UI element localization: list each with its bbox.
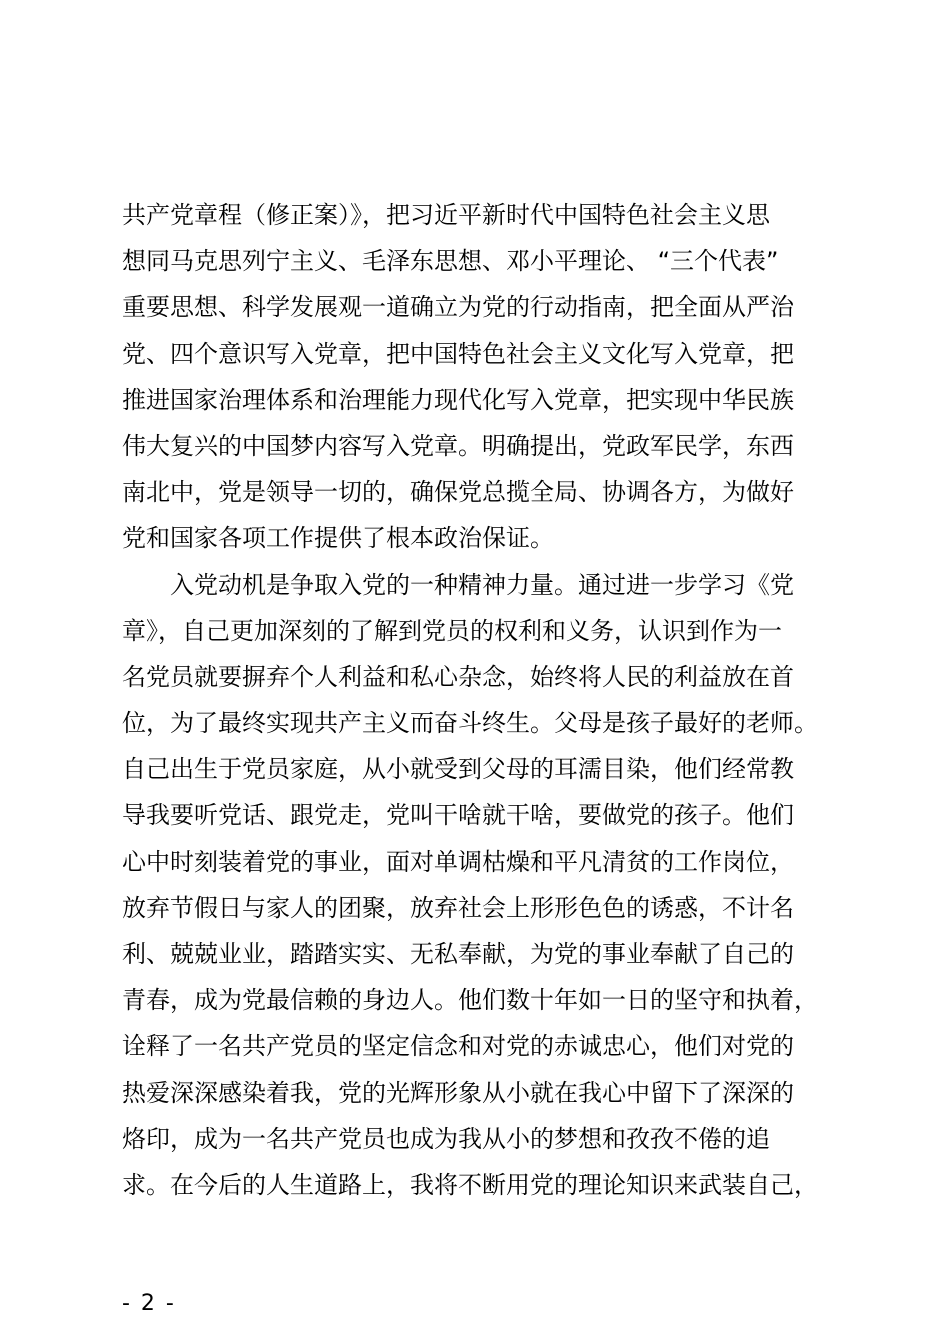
text-line: 自己出生于党员家庭，从小就受到父母的耳濡目染，他们经常教 xyxy=(122,755,794,784)
text-line: 名党员就要摒弃个人利益和私心杂念，始终将人民的利益放在首 xyxy=(122,662,794,691)
text-line: 导我要听党话、跟党走，党叫干啥就干啥，要做党的孩子。他们 xyxy=(122,801,794,830)
body-text xyxy=(122,192,832,1208)
text-line: 心中时刻装着党的事业，面对单调枯燥和平凡清贫的工作岗位， xyxy=(122,847,794,876)
text-line: 热爱深深感染着我，党的光辉形象从小就在我心中留下了深深的 xyxy=(122,1078,794,1107)
text-line: 烙印，成为一名共产党员也成为我从小的梦想和孜孜不倦的追 xyxy=(122,1124,770,1153)
text-line: 求。在今后的人生道路上，我将不断用党的理论知识来武装自己， xyxy=(122,1170,818,1199)
text-line: 青春，成为党最信赖的身边人。他们数十年如一日的坚守和执着， xyxy=(122,986,818,1015)
text-line: 推进国家治理体系和治理能力现代化写入党章，把实现中华民族 xyxy=(122,385,794,414)
text-line: 党、四个意识写入党章，把中国特色社会主义文化写入党章，把 xyxy=(122,339,794,368)
text-line: 位，为了最终实现共产主义而奋斗终生。父母是孩子最好的老师。 xyxy=(122,709,818,738)
text-line: 南北中，党是领导一切的，确保党总揽全局、协调各方，为做好 xyxy=(122,478,794,507)
text-line: 放弃节假日与家人的团聚，放弃社会上形形色色的诱惑，不计名 xyxy=(122,893,794,922)
text-line: 伟大复兴的中国梦内容写入党章。明确提出，党政军民学，东西 xyxy=(122,431,794,460)
text-line: 党和国家各项工作提供了根本政治保证。 xyxy=(122,524,554,553)
text-line: 利、兢兢业业，踏踏实实、无私奉献，为党的事业奉献了自己的 xyxy=(122,940,794,968)
text-line: 共产党章程（修正案）》，把习近平新时代中国特色社会主义思 xyxy=(122,201,770,229)
text-line: 章》，自己更加深刻的了解到党员的权利和义务，认识到作为一 xyxy=(122,616,782,645)
text-line: 想同马克思列宁主义、毛泽东思想、邓小平理论、 “三个代表” xyxy=(122,247,779,276)
text-line: 重要思想、科学发展观一道确立为党的行动指南，把全面从严治 xyxy=(122,293,794,322)
text-line: 入党动机是争取入党的一种精神力量。通过进一步学习《党 xyxy=(122,570,794,599)
page-number: - 2 - xyxy=(122,1291,176,1316)
text-line: 诠释了一名共产党员的坚定信念和对党的赤诚忠心，他们对党的 xyxy=(122,1032,794,1061)
